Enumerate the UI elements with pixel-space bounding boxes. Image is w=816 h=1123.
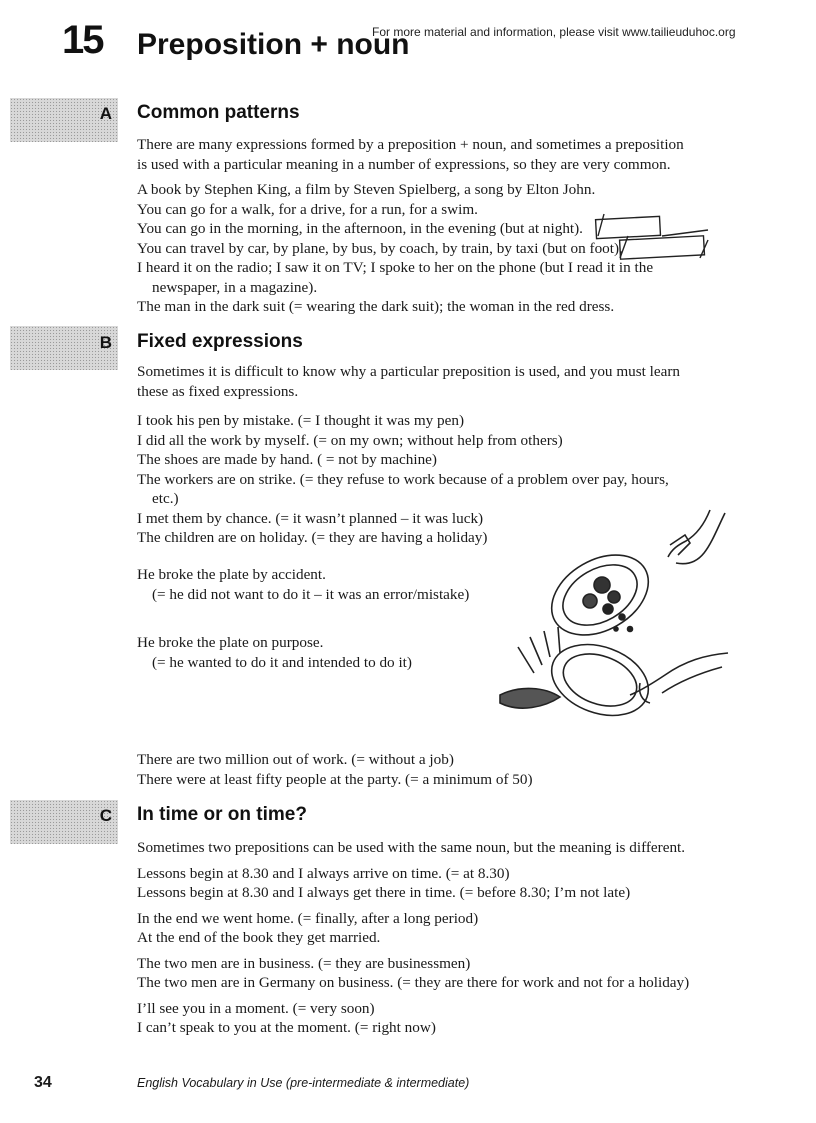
section-a-example: You can go for a walk, for a drive, for a run, for a swim. bbox=[137, 200, 478, 218]
section-b-list-2 bbox=[137, 750, 787, 789]
section-c-example: The two men are in Germany on business. (= they are there for work and not for a holiday) bbox=[137, 974, 690, 991]
section-a-intro-line: is used with a particular meaning in a number of expressions, so they are very common. bbox=[137, 155, 671, 173]
section-a-example: A book by Stephen King, a film by Steven Spielberg, a song by Elton John. bbox=[137, 181, 596, 198]
section-a-title: Common patterns bbox=[137, 102, 300, 123]
section-a-example: newspaper, in a magazine). bbox=[152, 278, 318, 296]
section-b-example: There were at least fifty people at the party. (= a minimum of 50) bbox=[137, 770, 533, 788]
section-b-example: I took his pen by mistake. (= I thought it was my pen) bbox=[137, 412, 465, 429]
website-note: For more material and information, please visit www.tailieuduhoc.org bbox=[372, 25, 736, 39]
section-b-intro-line: Sometimes it is difficult to know why a particular preposition is used, and you must learn bbox=[137, 363, 681, 380]
section-a-letter: A bbox=[99, 104, 112, 123]
section-b-example: The workers are on strike. (= they refuse to work because of a problem over pay, hours, bbox=[137, 470, 669, 488]
section-c-example: I’ll see you in a moment. (= very soon) bbox=[137, 999, 375, 1017]
section-b-example: The children are on holiday. (= they are having a holiday) bbox=[137, 529, 488, 546]
broken-plate-illustration bbox=[490, 505, 740, 730]
section-a-example: The man in the dark suit (= wearing the dark suit); the woman in the red dress. bbox=[137, 298, 615, 315]
section-b-example: etc.) bbox=[152, 490, 179, 507]
book-title: English Vocabulary in Use (pre-intermediate & intermediate) bbox=[137, 1076, 470, 1090]
section-b-example: There are two million out of work. (= without a job) bbox=[137, 751, 454, 768]
section-a-example: You can travel by car, by plane, by bus, by coach, by train, by taxi (but on foot). bbox=[137, 239, 623, 257]
unit-number: 15 bbox=[62, 18, 103, 62]
section-b-example: He broke the plate on purpose. bbox=[137, 634, 324, 651]
section-c-letter: C bbox=[99, 806, 112, 825]
section-b-intro-line: these as fixed expressions. bbox=[137, 382, 299, 400]
section-a-example: You can go in the morning, in the afternoon, in the evening (but at night). bbox=[137, 220, 583, 237]
section-b-example: I did all the work by myself. (= on my own; without help from others) bbox=[137, 431, 563, 449]
section-b-example: (= he did not want to do it – it was an error/mistake) bbox=[152, 585, 470, 603]
section-b-title: Fixed expressions bbox=[137, 331, 303, 352]
section-a-body bbox=[137, 135, 787, 317]
section-c-example: In the end we went home. (= finally, after a long period) bbox=[137, 909, 479, 927]
section-a-example: I heard it on the radio; I saw it on TV; I spoke to her on the phone (but I read it in the bbox=[137, 259, 654, 276]
section-b-example: (= he wanted to do it and intended to do it) bbox=[152, 653, 412, 671]
section-b-example: He broke the plate by accident. bbox=[137, 566, 326, 583]
page-number: 34 bbox=[34, 1074, 52, 1091]
section-c-example: Lessons begin at 8.30 and I always arrive on time. (= at 8.30) bbox=[137, 864, 510, 882]
section-c-title: In time or on time? bbox=[137, 804, 307, 825]
unit-title: Preposition + noun bbox=[137, 28, 410, 61]
section-a-intro-line: There are many expressions formed by a preposition + noun, and sometimes a preposition bbox=[137, 136, 684, 153]
section-c-example: The two men are in business. (= they are businessmen) bbox=[137, 954, 471, 972]
section-b-example: The shoes are made by hand. ( = not by machine) bbox=[137, 451, 437, 468]
section-c-example: I can’t speak to you at the moment. (= right now) bbox=[137, 1019, 436, 1036]
section-c-body bbox=[137, 838, 787, 1038]
section-c-intro-line: Sometimes two prepositions can be used with the same noun, but the meaning is different. bbox=[137, 839, 686, 856]
section-c-example: At the end of the book they get married. bbox=[137, 929, 381, 946]
section-b-intro bbox=[137, 362, 787, 401]
section-b-example: I met them by chance. (= it wasn’t planned – it was luck) bbox=[137, 509, 484, 527]
section-b-letter: B bbox=[99, 333, 112, 352]
section-c-example: Lessons begin at 8.30 and I always get there in time. (= before 8.30; I’m not late) bbox=[137, 884, 631, 901]
